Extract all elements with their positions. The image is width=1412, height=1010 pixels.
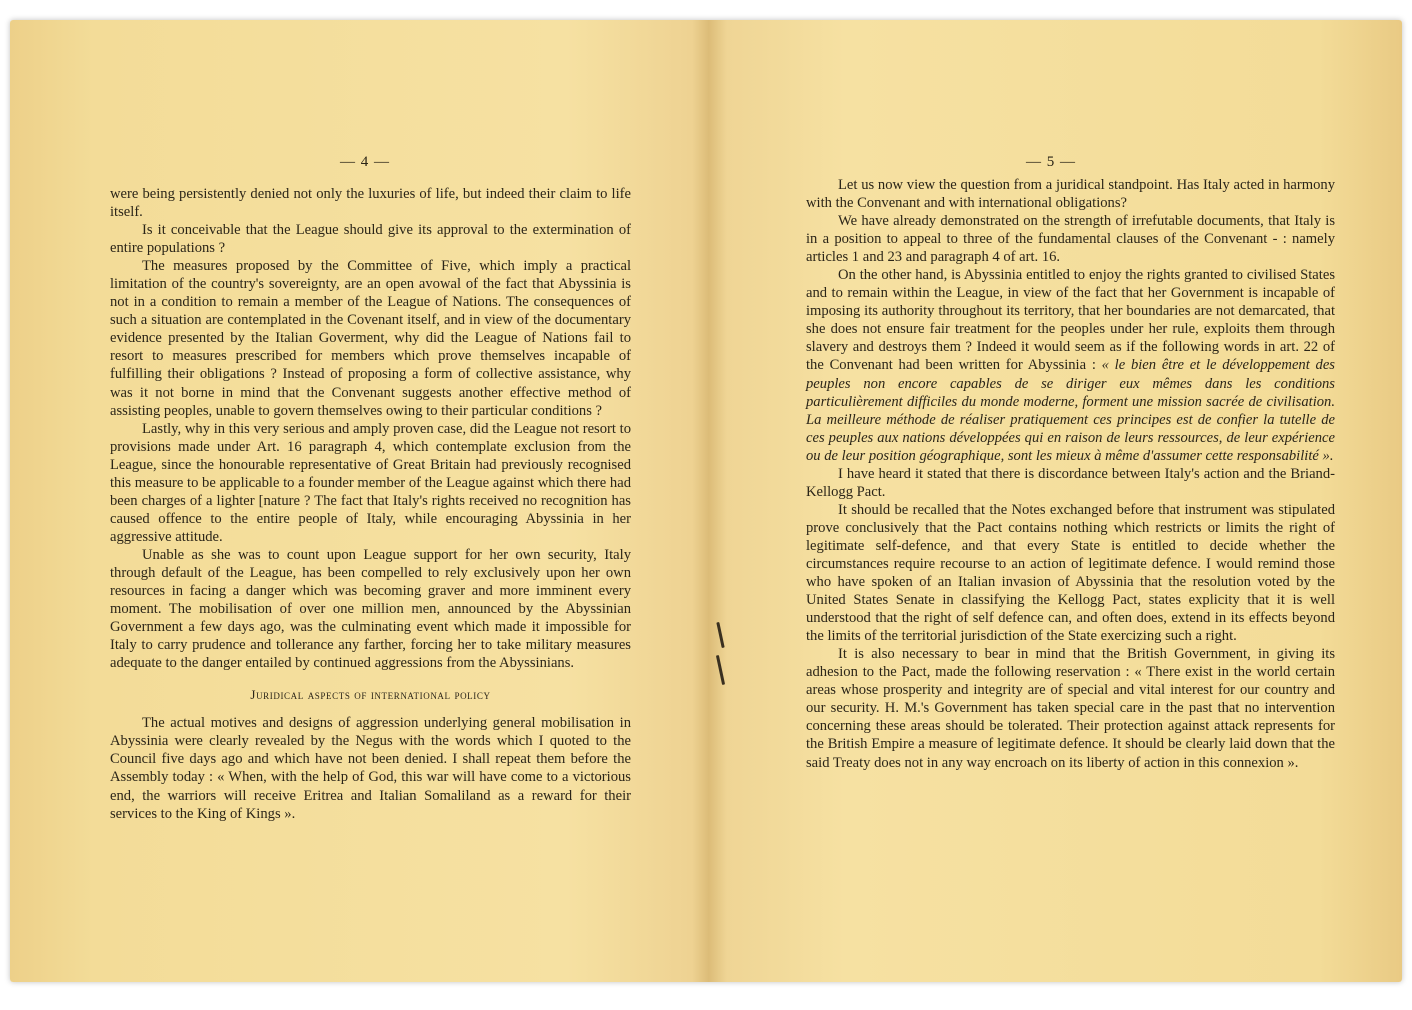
section-heading: Juridical aspects of international policy [250, 687, 491, 703]
page-number: — 5 — [1026, 154, 1076, 170]
paragraph: It is also necessary to bear in mind that the British Government, in giving its adhesion to the Pact, made the following reservation : « There exist in the world certain areas whose prosperity and integrity are of special and vital interest for our country and our security. H. M.'s Government has taken special care in the past that no intervention concerning these areas should be tolerated. Their protection against attack represents for the British Empire a measure of legitimate defence. It should be clearly laid down that the said Treaty does not in any way encroach on its liberty of action in this connexion ». [806, 646, 1335, 771]
left-page [10, 20, 706, 982]
paragraph: The measures proposed by the Committee of Five, which imply a practical limitation of the country's sovereignty, are an open avowal of the fact that Abyssinia is not in a condition to remain a member of the League of Nations. The consequences of such a situation are contemplated in the Covenant itself, and in view of the documentary evidence presented by the Italian Goverment, why did the League of Nations fail to resort to measures prescribed for members which prove themselves incapable of fulfilling their obligations ? Instead of proposing a form of collective assistance, why was it not borne in mind that the Convenant suggests another effective method of assisting peoples, unable to govern themselves owing to their particular conditions ? [110, 258, 631, 419]
paragraph: I have heard it stated that there is discordance between Italy's action and the Briand-Kellogg Pact. [806, 465, 1335, 500]
document-spread [10, 20, 1402, 982]
paragraph: It should be recalled that the Notes exchanged before that instrument was stipulated prove conclusively that the Pact contains nothing which restricts or limits the right of legitimate self-defence, and that every State is entitled to decide whether the circumstances require recourse to an action of legitimate defence. I would remind those who have spoken of an Italian invasion of Abyssinia that the resolution voted by the United States Senate in classifying the Kellogg Pact, states explicity that it is well understood that the right of self defence can, and often does, extend in its effects beyond the limits of the territorial jurisdiction of the State exercizing such a right. [806, 501, 1335, 645]
paragraph: were being persistently denied not only the luxuries of life, but indeed their claim to life itself. [110, 186, 631, 221]
paragraph: Is it conceivable that the League should give its approval to the extermination of entire populations ? [110, 222, 631, 257]
page-number: — 4 — [340, 154, 390, 170]
page-body [110, 185, 631, 823]
right-page [706, 20, 1402, 982]
paragraph-text: On the other hand, is Abyssinia entitled to enjoy the rights granted to civilised States and to remain within the League, in view of the fact that her Government is incapable of imposing its authority throughout its territory, that her boundaries are not demarcated, that she does not ensure fair treatment for the peoples under her rule, exploits them through slavery and destroys them ? Indeed it would seem as if the following words in art. 22 of the Convenant had been written for Abyssinia : [806, 267, 1335, 374]
paragraph: Let us now view the question from a juridical standpoint. Has Italy acted in harmony with the Convenant and with international obligations? [806, 177, 1335, 212]
paragraph: The actual motives and designs of aggression underlying general mobilisation in Abyssinia were clearly revealed by the Negus with the words which I quoted to the Council five days ago and which have not been denied. I shall repeat them before the Assembly today : « When, with the help of God, this war will have come to a victorious end, the warriors will receive Eritrea and Italian Somaliland as a reward for their services to the King of Kings ». [110, 715, 631, 822]
paragraph: Lastly, why in this very serious and amply proven case, did the League not resort to provisions made under Art. 16 paragraph 4, which contemplate exclusion from the League, since the honourable representative of Great Britain had previously recognised this measure to be applicable to a founder member of the League against which there had been charges of a lighter [nature ? The fact that Italy's rights received no recognition has caused offence to the entire people of Italy, while encouraging Abyssinia in her aggressive attitude. [110, 420, 631, 545]
paragraph: Unable as she was to count upon League support for her own security, Italy through default of the League, has been compelled to rely exclusively upon her own resources in facing a danger which was becoming graver and more imminent every moment. The mobilisation of over one million men, announced by the Abyssinian Government a few days ago, was the culminating event which made it impossible for Italy to carry prudence and tollerance any farther, forcing her to take military measures adequate to the danger entailed by continued aggressions from the Abyssinians. [110, 546, 631, 672]
paragraph: We have already demonstrated on the strength of irrefutable documents, that Italy is in a position to appeal to three of the fundamental clauses of the Convenant - : namely articles 1 and 23 and paragraph 4 of art. 16. [806, 213, 1335, 266]
page-body [806, 176, 1335, 772]
paragraph [806, 266, 1335, 465]
french-quote: « le bien être et le développement des peuples non encore capables de se diriger eux mêmes dans les conditions particulièrement difficiles du monde moderne, forment une mission sacrée de civilisation. La meilleure méthode de réaliser pratiquement ces principes est de confier la tutelle de ces peuples aux nations développées qui en raison de leurs ressources, de leur expérience ou de leur position géographique, sont les mieux à même d'assumer cette responsabilité ». [806, 357, 1335, 464]
